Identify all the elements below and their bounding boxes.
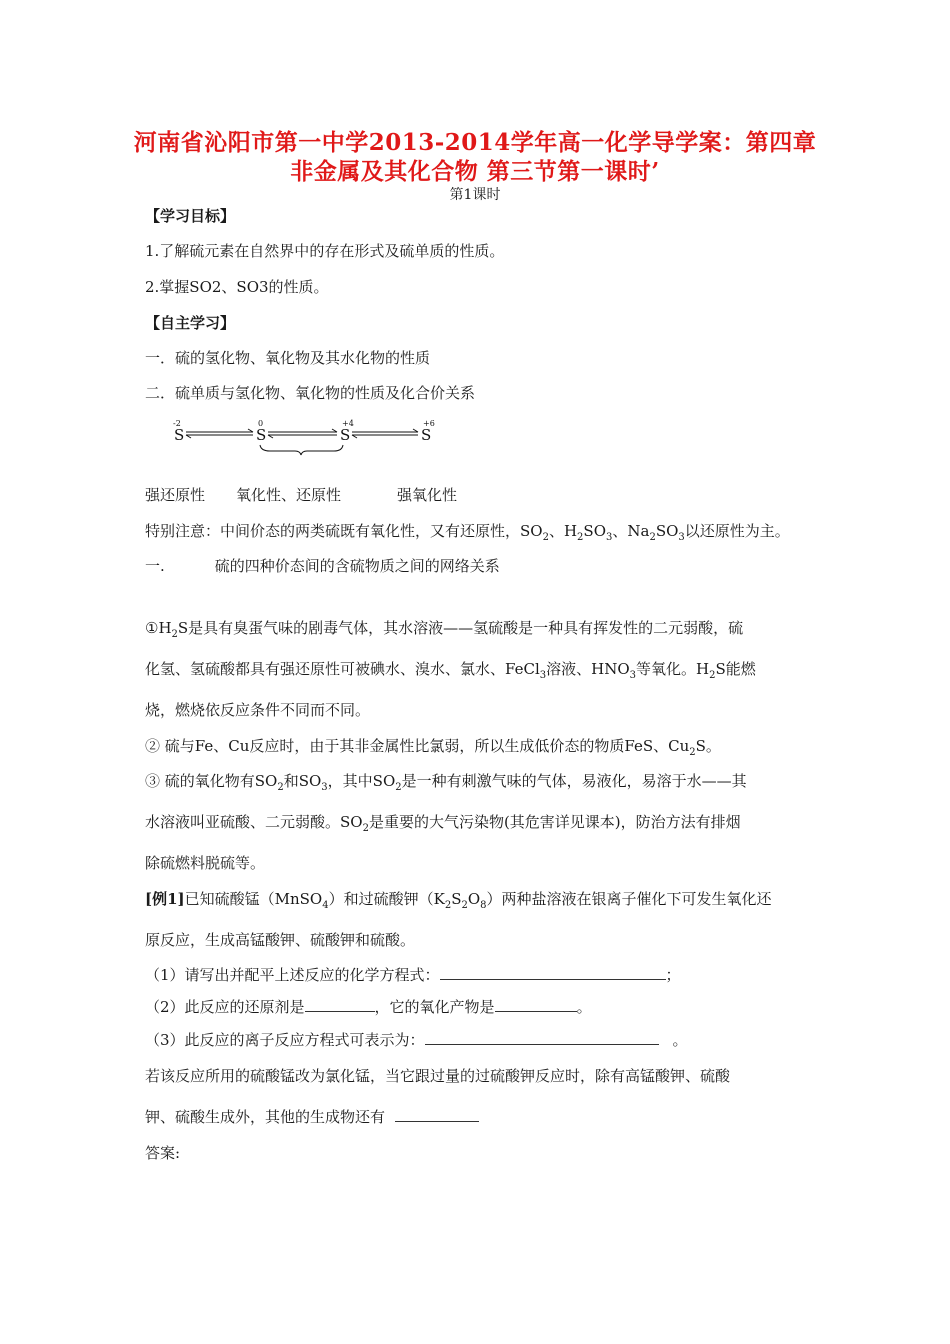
goal-1: 1.了解硫元素在自然界中的存在形式及硫单质的性质。: [145, 242, 505, 260]
answer-blank-ionic-equation[interactable]: [425, 1030, 659, 1045]
answer-label: 答案:: [145, 1144, 181, 1162]
self-study-item-2: 二．硫单质与氢化物、氧化物的性质及化合价关系: [145, 384, 476, 402]
answer-blank-other-products[interactable]: [395, 1107, 479, 1122]
answer-blank-reducer[interactable]: [305, 997, 375, 1012]
para1-line1: $①H_2S$是具有臭蛋气味的剧毒气体，其水溶液——氢硫酸是一种具有挥发性的二元弱酸，硫: [145, 619, 744, 640]
lesson-subtitle: 第1课时: [449, 187, 501, 203]
sulfur-symbol: S: [421, 426, 432, 444]
network-heading: 一. 硫的四种价态间的含硫物质之间的网络关系: [145, 557, 500, 575]
para3-line1: ③ 硫的氧化物有$SO_2$和$SO_3$，其中$SO_2$是一种有刺激气味的气体，易液化，易溶于水——其: [145, 772, 747, 793]
para3-line3: 除硫燃料脱硫等。: [145, 854, 266, 872]
brace-icon: [260, 445, 343, 455]
question-1: （1）请写出并配平上述反应的化学方程式： ；: [145, 966, 681, 984]
goals-heading: 【学习目标】: [145, 207, 236, 225]
para3-line2: 水溶液叫亚硫酸、二元弱酸。$SO_2$是重要的大气污染物(其危害详见课本)，防治方法有排烟: [145, 813, 741, 834]
valence-label: -2: [173, 419, 181, 428]
answer-blank-oxidation-product[interactable]: [495, 997, 577, 1012]
example1-line2: 原反应，生成高锰酸钾、硫酸钾和硫酸。: [145, 931, 416, 949]
property-oxidizing-reducing: 氧化性、还原性: [236, 486, 342, 504]
question-4-line2: 钾、硫酸生成外，其他的生成物还有: [145, 1106, 479, 1127]
self-study-heading: 【自主学习】: [145, 314, 236, 332]
property-strong-oxidizing: 强氧化性: [397, 486, 458, 504]
valence-label: +4: [342, 419, 354, 428]
para1-line2: 化氢、氢硫酸都具有强还原性可被碘水、溴水、氯水、FeCl$_3$溶液、$HNO_3$等氧化。$H_2S$能燃: [145, 660, 756, 681]
document-title-line2: 非金属及其化合物 第三节第一课时’: [290, 158, 660, 185]
question-2: （2）此反应的还原剂是 ，它的氧化产物是 。: [145, 998, 592, 1016]
answer-blank-1[interactable]: [440, 965, 666, 980]
document-title-line1: 河南省沁阳市第一中学2013-2014学年高一化学导学案：第四章: [133, 129, 817, 156]
valence-label: 0: [258, 419, 264, 428]
equilibrium-arrows: [186, 429, 418, 455]
sulfur-valence-diagram: [170, 417, 470, 462]
special-note: 特别注意：中间价态的两类硫既有氧化性，又有还原性，$SO_2$、$H_2SO_3$、$Na_2SO_3$以还原性为主。: [145, 522, 790, 543]
para1-line3: 烧，燃烧依反应条件不同而不同。: [145, 701, 371, 719]
self-study-item-1: 一．硫的氢化物、氧化物及其水化物的性质: [145, 349, 431, 367]
goal-2: 2.掌握SO2、SO3的性质。: [145, 278, 329, 296]
sulfur-symbol: S: [256, 426, 267, 444]
sulfur-symbol: S: [340, 426, 351, 444]
para2: ② 硫与Fe、Cu反应时，由于其非金属性比氯弱，所以生成低价态的物质FeS、$Cu_2S$。: [145, 737, 721, 758]
property-strong-reducing: 强还原性: [145, 486, 206, 504]
question-4-line1: 若该反应所用的硫酸锰改为氯化锰，当它跟过量的过硫酸钾反应时，除有高锰酸钾、硫酸: [145, 1067, 731, 1085]
sulfur-symbol: S: [174, 426, 185, 444]
question-3: （3）此反应的离子反应方程式可表示为： 。: [145, 1031, 688, 1049]
valence-label: +6: [423, 419, 435, 428]
example1-line1: [例1]已知硫酸锰（MnSO$_4$）和过硫酸钾$(K_2S_2O_8)$两种盐溶液在银离子催化下可发生氧化还: [145, 890, 772, 911]
